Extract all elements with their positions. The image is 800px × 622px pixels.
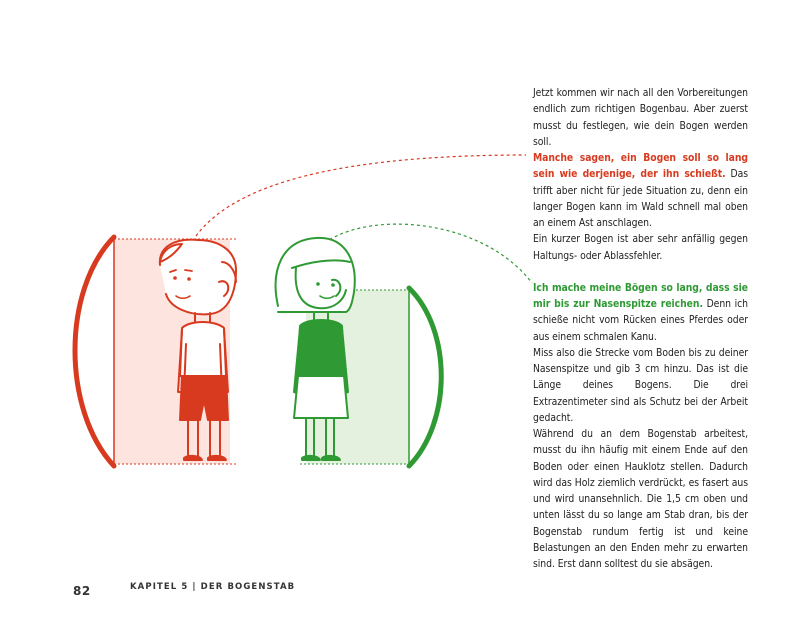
paragraph [533,345,748,426]
text-run: Das trifft aber nicht für jede Situation zu, denn ein langer Bogen kann im Wald schnell mal oben an einem Ast anschlagen. [533,168,748,229]
green-highlight: Ich mache meine Bögen so lang, dass sie mir bis zur Nasenspitze reichen. [533,281,748,310]
text-run: Während du an dem Bogenstab arbeitest, musst du ihn häufig mit einem Ende auf den Boden oder einen Hauklotz stellen. Dadurch wird das Holz ziemlich verdrückt, es fasert aus und wird unansehnlich. Die 1,5 cm oben und unten lässt du so lange am Stab dran, bis der Bogenstab rundum fertig ist und keine Belastungen an den Enden mehr zu erwarten sind. Erst dann solltest du sie absägen. [533,428,748,570]
body-text [533,85,748,572]
text-run: Ein kurzer Bogen ist aber sehr anfällig gegen Haltungs- oder Ablassfehler. [533,233,748,262]
paragraph [533,150,748,231]
text-run: Miss also die Strecke vom Boden bis zu deiner Nasenspitze und gib 3 cm hinzu. Das ist die Länge deines Bogens. Die drei Extrazentimeter sind als Schutz bei der Arbeit gedacht. [533,346,748,424]
page-footer [73,580,296,599]
page-number: 82 [73,584,91,598]
red-callout-line [196,155,526,236]
red-highlight: Manche sagen, ein Bogen soll so lang sein wie derjenige, der ihn schießt. [533,152,748,181]
paragraph [533,426,748,572]
chapter-title: KAPITEL 5 | DER BOGENSTAB [130,582,296,592]
paragraph [533,280,748,345]
text-run: Jetzt kommen wir nach all den Vorbereitungen endlich zum richtigen Bogenbau. Aber zuerst musst du festlegen, wie dein Bogen werden soll. [533,87,748,148]
paragraph [533,85,748,150]
paragraph [533,231,748,264]
text-run: Denn ich schieße nicht vom Rücken eines Pferdes oder aus einem schmalen Kanu. [533,298,749,343]
